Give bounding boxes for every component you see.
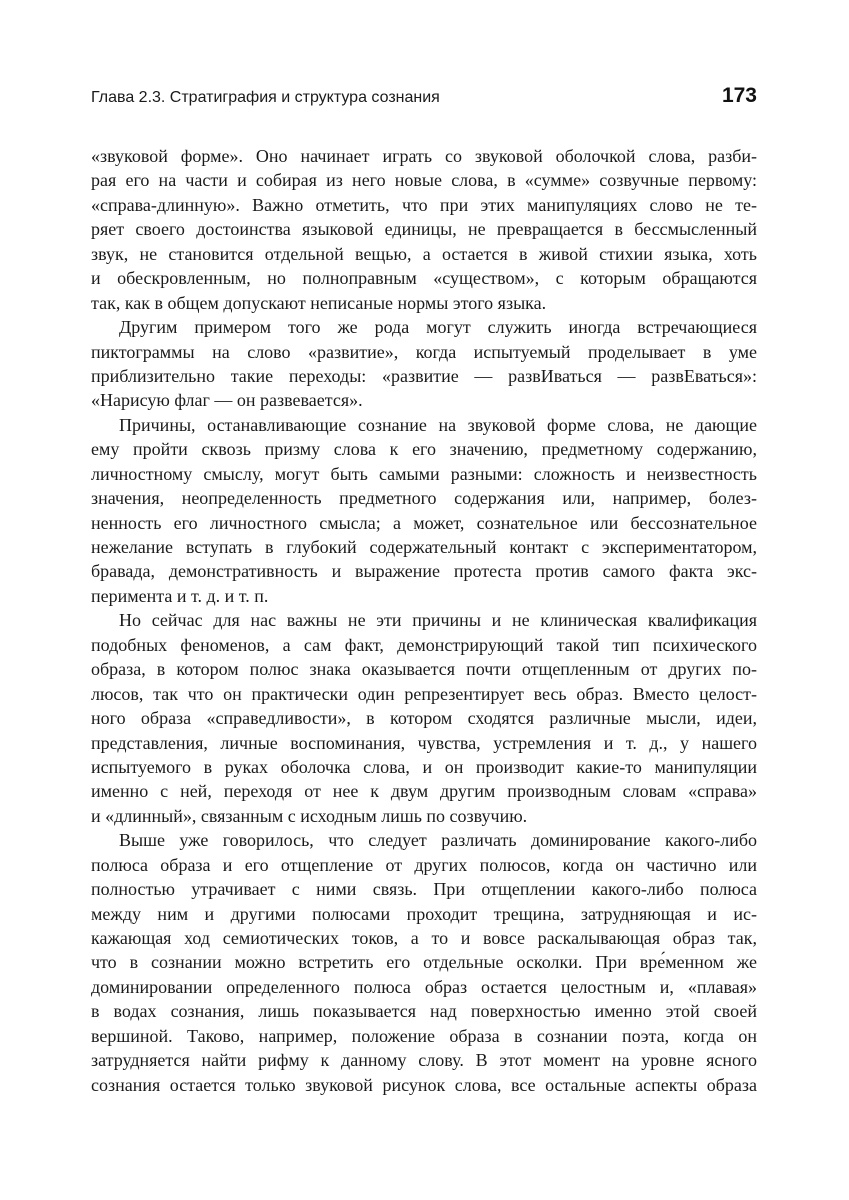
text-line: ного образа «справедливости», в котором сходятся различные мысли, идеи, bbox=[91, 708, 757, 729]
text-line: личностному смыслу, могут быть самыми разными: сложность и неизвестность bbox=[91, 463, 757, 484]
text-line: Но сейчас для нас важны не эти причины и не клиническая квалификация bbox=[119, 610, 757, 631]
text-line: именно с ней, переходя от нее к двум другим производным словам «справа» bbox=[91, 781, 757, 802]
text-line: бравада, демонстративность и выражение протеста против самого факта экс- bbox=[91, 561, 757, 582]
text-line: между ним и другими полюсами проходит трещина, затрудняющая и ис- bbox=[91, 903, 757, 924]
running-head bbox=[91, 84, 757, 114]
text-line: рая его на части и собирая из него новые слова, в «сумме» созвучные первому: bbox=[91, 170, 757, 191]
text-line: «звуковой форме». Оно начинает играть со звуковой оболочкой слова, разби- bbox=[91, 146, 757, 166]
text-line: приблизительно такие переходы: «развитие — развИваться — развЕваться»: bbox=[91, 365, 757, 386]
text-line: сознания остается только звуковой рисунок слова, все остальные аспекты образа bbox=[91, 1074, 757, 1095]
text-line: люсов, так что он практически один репрезентирует весь образ. Вместо целост- bbox=[91, 683, 757, 704]
text-line: образа, в котором полюс знака оказывается почти отщепленным от других по- bbox=[91, 659, 757, 680]
text-line: звук, не становится отдельной вещью, а остается в живой стихии языка, хоть bbox=[91, 243, 757, 264]
book-page bbox=[91, 0, 757, 1200]
text-line: пиктограммы на слово «развитие», когда испытуемый проделывает в уме bbox=[91, 341, 757, 362]
text-line: «справа-длинную». Важно отметить, что при этих манипуляциях слово не те- bbox=[91, 194, 757, 215]
text-line: значения, неопределенность предметного содержания или, например, болез- bbox=[91, 488, 757, 509]
text-line: Выше уже говорилось, что следует различать доминирование какого-либо bbox=[119, 830, 757, 851]
text-line: в водах сознания, лишь показывается над поверхностью именно этой своей bbox=[91, 1001, 757, 1022]
text-line: испытуемого в руках оболочка слова, и он производит какие-то манипуляции bbox=[91, 756, 757, 777]
chapter-title: Глава 2.3. Стратиграфия и структура сознания bbox=[91, 89, 440, 106]
text-line: что в сознании можно встретить его отдельные осколки. При вре́менном же bbox=[91, 952, 757, 973]
text-line: полностью утрачивает с ними связь. При отщеплении какого-либо полюса bbox=[91, 879, 757, 900]
text-line: подобных феноменов, а сам факт, демонстрирующий такой тип психического bbox=[91, 634, 757, 655]
text-line: полюса образа и его отщепление от других полюсов, когда он частично или bbox=[91, 854, 757, 875]
text-line: Другим примером того же рода могут служить иногда встречающиеся bbox=[119, 317, 757, 338]
text-line: «Нарисую флаг — он развевается». bbox=[91, 390, 363, 411]
text-line: и обескровленным, но полноправным «существом», с которым обращаются bbox=[91, 268, 757, 289]
text-line: ему пройти сквозь призму слова к его значению, предметному содержанию, bbox=[91, 439, 757, 460]
text-line: затрудняется найти рифму к данному слову. В этот момент на уровне ясного bbox=[91, 1050, 757, 1071]
text-line: ряет своего достоинства языковой единицы, не превращается в бессмысленный bbox=[91, 219, 757, 240]
text-line: вершиной. Таково, например, положение образа в сознании поэта, когда он bbox=[91, 1025, 757, 1046]
body-text bbox=[91, 144, 757, 1097]
text-line: ненность его личностного смысла; а может, сознательное или бессознательное bbox=[91, 512, 757, 533]
text-line: перимента и т. д. и т. п. bbox=[91, 585, 269, 606]
page-number: 173 bbox=[721, 84, 757, 107]
text-line: Причины, останавливающие сознание на звуковой форме слова, не дающие bbox=[119, 414, 757, 435]
text-line: представления, личные воспоминания, чувства, устремления и т. д., у нашего bbox=[91, 732, 757, 753]
text-line: доминировании определенного полюса образ остается целостным и, «плавая» bbox=[91, 976, 757, 997]
text-line: и «длинный», связанным с исходным лишь по созвучию. bbox=[91, 805, 528, 826]
text-line: так, как в общем допускают неписаные нормы этого языка. bbox=[91, 292, 547, 313]
text-line: нежелание вступать в глубокий содержательный контакт с экспериментатором, bbox=[91, 537, 757, 557]
text-line: кажающая ход семиотических токов, а то и вовсе раскалывающая образ так, bbox=[91, 928, 757, 948]
